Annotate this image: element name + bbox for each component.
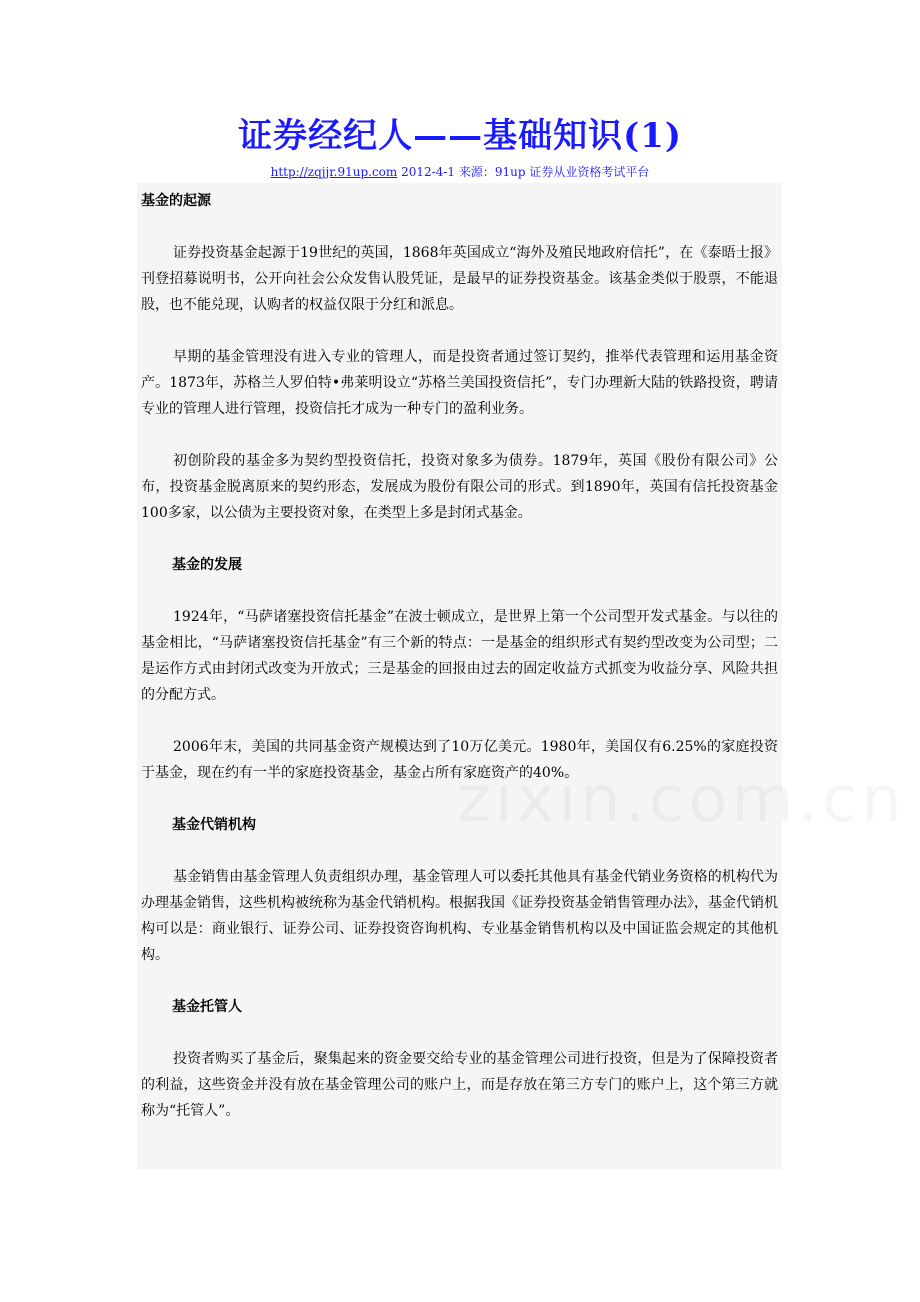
paragraph: 初创阶段的基金多为契约型投资信托，投资对象多为债券。1879年，英国《股份有限公司》公布，投资基金脱离原来的契约形态，发展成为股份有限公司的形式。到1890年，英国有信托投资基金100多家，以公债为主要投资对象，在类型上多是封闭式基金。 <box>141 453 778 521</box>
source-link[interactable]: http://zqjjr.91up.com <box>270 165 398 179</box>
section-heading-development: 基金的发展 <box>172 557 242 573</box>
page-title: 证券经纪人——基础知识(1) <box>238 116 682 156</box>
paragraph: 证券投资基金起源于19世纪的英国，1868年英国成立“海外及殖民地政府信托”，在《泰晤士报》刊登招募说明书，公开向社会公众发售认股凭证，是最早的证券投资基金。该基金类似于股票，不能退股，也不能兑现，认购者的权益仅限于分红和派息。 <box>141 245 778 313</box>
paragraph: 基金销售由基金管理人负责组织办理，基金管理人可以委托其他具有基金代销业务资格的机构代为办理基金销售，这些机构被统称为基金代销机构。根据我国《证券投资基金销售管理办法》，基金代销机构可以是：商业银行、证券公司、证券投资咨询机构、专业基金销售机构以及中国证监会规定的其他机构。 <box>141 869 778 963</box>
article-body <box>137 183 782 1169</box>
section-heading-distributors: 基金代销机构 <box>172 817 256 833</box>
publish-date: 2012-4-1 <box>401 165 456 179</box>
paragraph: 投资者购买了基金后，聚集起来的资金要交给专业的基金管理公司进行投资，但是为了保障投资者的利益，这些资金并没有放在基金管理公司的账户上，而是存放在第三方专门的账户上，这个第三方就称为“托管人”。 <box>141 1051 778 1119</box>
paragraph: 1924年，“马萨诸塞投资信托基金”在波士顿成立，是世界上第一个公司型开发式基金。与以往的基金相比，“马萨诸塞投资信托基金”有三个新的特点：一是基金的组织形式有契约型改变为公司型；二是运作方式由封闭式改变为开放式；三是基金的回报由过去的固定收益方式抓变为收益分享、风险共担的分配方式。 <box>141 609 778 703</box>
section-heading-custodian: 基金托管人 <box>172 999 242 1015</box>
section-heading-origin: 基金的起源 <box>141 193 211 209</box>
source-text: 来源：91up 证券从业资格考试平台 <box>458 165 650 179</box>
article-meta <box>0 164 920 180</box>
paragraph: 早期的基金管理没有进入专业的管理人，而是投资者通过签订契约，推举代表管理和运用基金资产。1873年，苏格兰人罗伯特•弗莱明设立“苏格兰美国投资信托”，专门办理新大陆的铁路投资，聘请专业的管理人进行管理，投资信托才成为一种专门的盈利业务。 <box>141 349 778 417</box>
paragraph: 2006年末，美国的共同基金资产规模达到了10万亿美元。1980年，美国仅有6.25%的家庭投资于基金，现在约有一半的家庭投资基金，基金占所有家庭资产的40%。 <box>141 739 778 781</box>
